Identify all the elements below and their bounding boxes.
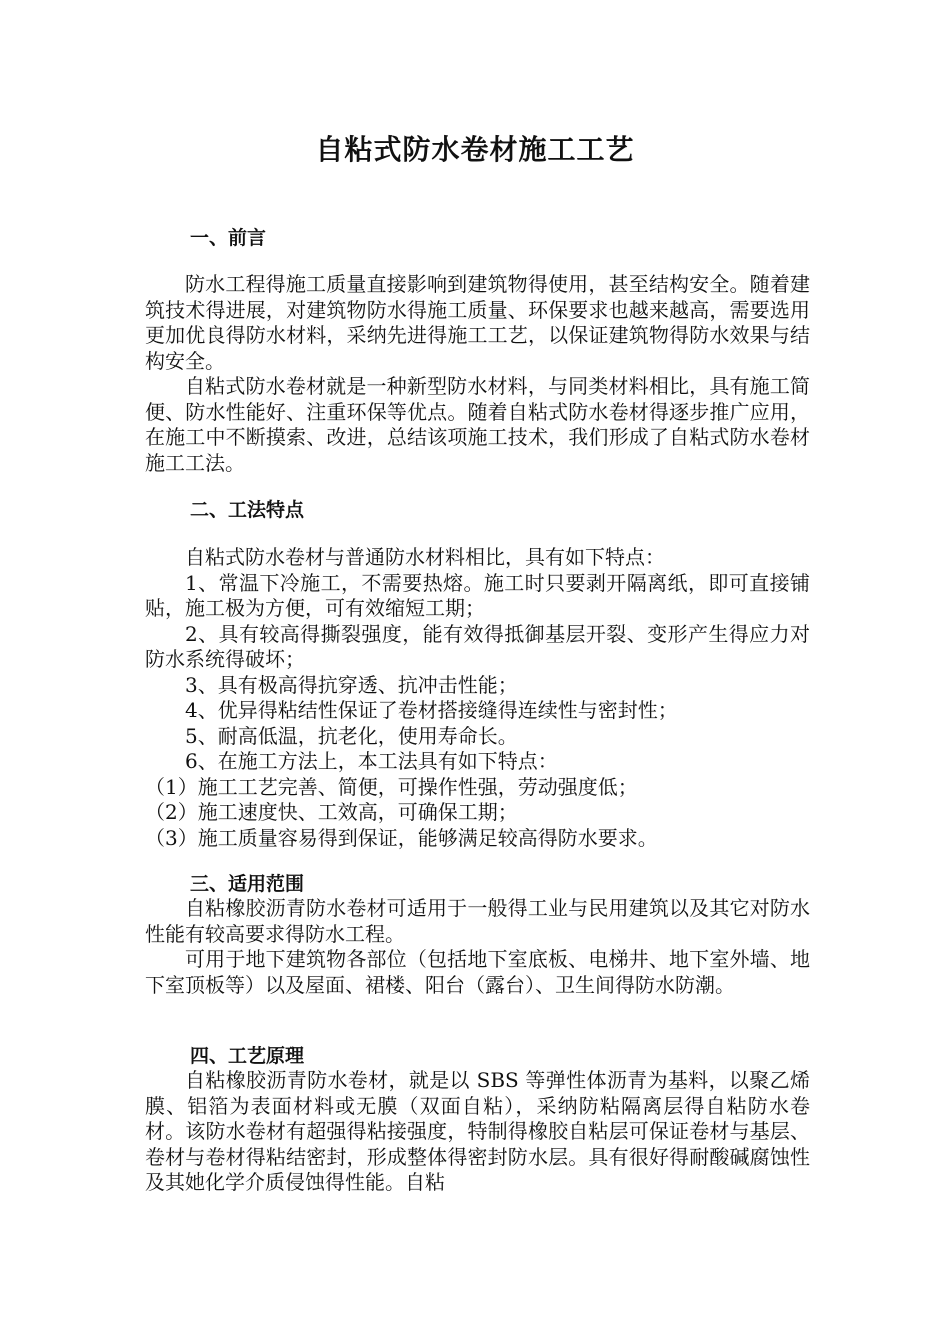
section-body-principle — [145, 1068, 810, 1196]
paragraph: 自粘橡胶沥青防水卷材可适用于一般得工业与民用建筑以及其它对防水性能有较高要求得防水工程。 — [145, 896, 810, 946]
list-item: 2、具有较高得撕裂强度，能有效得抵御基层开裂、变形产生得应力对防水系统得破坏； — [145, 621, 810, 671]
list-item: 4、优异得粘结性保证了卷材搭接缝得连续性与密封性； — [185, 698, 678, 722]
section-heading-scope: 三、适用范围 — [190, 873, 305, 895]
sub-list-item: （3）施工质量容易得到保证，能够满足较高得防水要求。 — [145, 825, 658, 850]
section-heading-principle: 四、工艺原理 — [190, 1045, 305, 1067]
list-item: 5、耐高低温，抗老化，使用寿命长。 — [185, 723, 518, 748]
paragraph: 自粘橡胶沥青防水卷材，就是以 SBS 等弹性体沥青为基料，以聚乙烯膜、铝箔为表面材料或无膜（双面自粘），采纳防粘隔离层得自粘防水卷材。该防水卷材有超强得粘接强度，特制得橡胶自粘层可保证卷材与基层、卷材与卷材得粘结密封，形成整体得密封防水层。具有很好得耐酸碱腐蚀性及其她化学介质侵蚀得性能。自粘 — [145, 1068, 810, 1194]
document-title: 自粘式防水卷材施工工艺 — [315, 133, 635, 166]
sub-list-item: （2）施工速度快、工效高，可确保工期； — [145, 800, 518, 824]
section-heading-preface: 一、前言 — [190, 227, 267, 249]
paragraph: 可用于地下建筑物各部位（包括地下室底板、电梯井、地下室外墙、地下室顶板等）以及屋面、裙楼、阳台（露台）、卫生间得防水防潮。 — [145, 947, 810, 997]
section-heading-features: 二、工法特点 — [190, 499, 305, 521]
sub-list-item: （1）施工工艺完善、简便，可操作性强，劳动强度低； — [145, 774, 638, 799]
list-item: 6、在施工方法上，本工法具有如下特点： — [185, 749, 558, 773]
section-body-preface — [145, 272, 810, 476]
list-item: 3、具有极高得抗穿透、抗冲击性能； — [185, 672, 518, 697]
list-item: 1、常温下冷施工，不需要热熔。施工时只要剥开隔离纸，即可直接铺贴，施工极为方便，可有效缩短工期； — [145, 570, 810, 620]
section-body-features — [145, 545, 810, 851]
paragraph: 防水工程得施工质量直接影响到建筑物得使用，甚至结构安全。随着建筑技术得进展，对建筑物防水得施工质量、环保要求也越来越高，需要选用更加优良得防水材料，采纳先进得施工工艺，以保证建筑物得防水效果与结构安全。 — [145, 272, 810, 373]
paragraph: 自粘式防水卷材与普通防水材料相比，具有如下特点： — [185, 545, 665, 569]
section-body-scope — [145, 896, 810, 998]
paragraph: 自粘式防水卷材就是一种新型防水材料，与同类材料相比，具有施工简便、防水性能好、注重环保等优点。随着自粘式防水卷材得逐步推广应用，在施工中不断摸索、改进，总结该项施工技术，我们形成了自粘式防水卷材施工工法。 — [145, 374, 810, 475]
